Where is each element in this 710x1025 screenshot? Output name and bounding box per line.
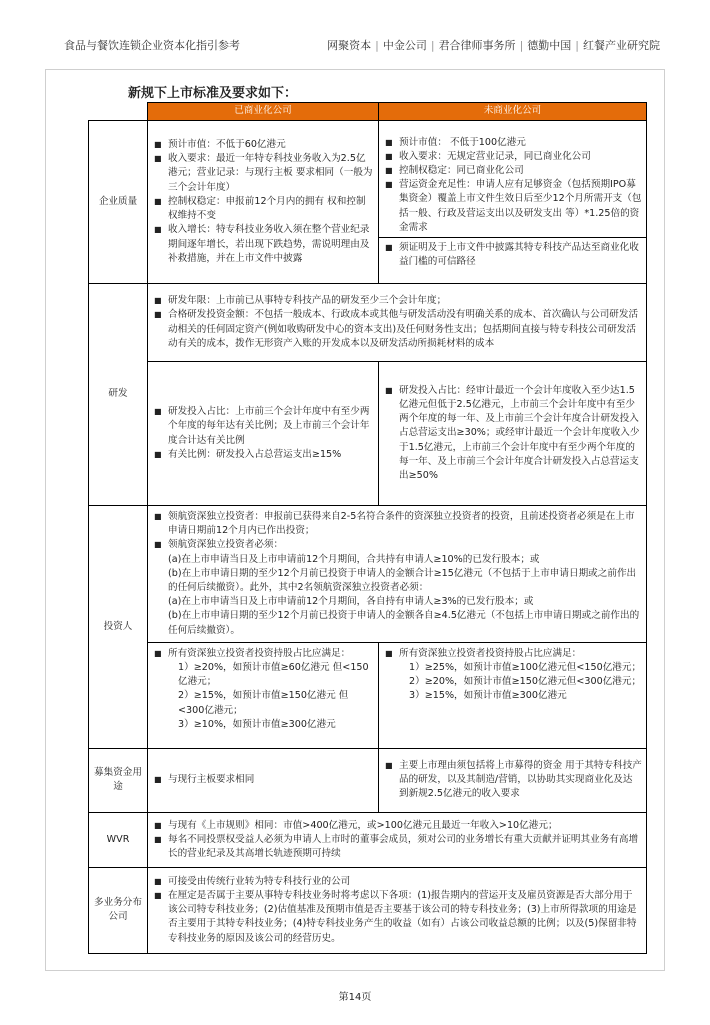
list-item: ■ 收入增长：特专科技业务收入须在整个营业纪录期间逐年增长，若出现下跌趋势，需说明理由及补救措施，并在上市文件中披露 — [152, 223, 374, 266]
multi-business-cell — [148, 867, 647, 953]
publisher: 红餐产业研究院 — [583, 39, 660, 52]
list-item: ■ 研发投入占比：经审计最近一个会计年度收入至少达1.5亿港元但低于2.5亿港元，上市前三个会计年度中有至少两个年度的每一年、及上市前三个会计年度合计研发投入占总营运支出≥30%；或经审计最近一个会计年度收入少于1.5亿港元，上市前三个会计年度中有至少两个年度的每一年、及上市前三个会计年度合计研发投入占总营运支出≥50% — [383, 384, 642, 483]
publisher-list: 网聚资本 | 中金公司 | 君合律师事务所 | 德勤中国 | 红餐产业研究院 — [327, 39, 660, 52]
list-subitem: 1）≥20%，如预计市值≥60亿港元 但<150亿港元； — [178, 662, 369, 688]
list-item: ■ 有关比例：研发投入占总营运支出≥15% — [152, 448, 374, 462]
list-subitem: (a)在上市申请当日及上市申请前12个月期间，合共持有申请人≥10%的已发行股本；或 — [168, 553, 540, 565]
list-subitem: (a)在上市申请当日及上市申请前12个月期间，各自持有申请人≥3%的已发行股本；或 — [168, 596, 534, 608]
row-label-wvr: WVR — [89, 812, 148, 867]
list-item: ■ 收入要求：最近一年特专科技业务收入为2.5亿港元；营业记录：与现行主板 要求相同（一般为三个会计年度） — [152, 152, 374, 195]
row-investors-split — [89, 642, 647, 748]
row-multi-business — [89, 867, 647, 953]
list-subitem: (b)在上市申请日期的至少12个月前已投资于申请人的金额合计≥15亿港元（不包括于上市申请日期或之前作出的任何后续撤资）。此外，其中2名领航资深独立投资者必须： — [168, 567, 637, 594]
list-item: ■ 与现行主板要求相同 — [152, 773, 374, 787]
list-item: ■ 收入要求：无规定营业记录，同已商业化公司 — [383, 150, 642, 164]
list-subitem: 1）≥25%，如预计市值≥100亿港元但<150亿港元； — [409, 662, 642, 674]
list-item: ■ 研发投入占比：上市前三个会计年度中有至少两个年度的每年达有关比例；及上市前三个会计年度合计达有关比例 — [152, 405, 374, 448]
investors-shared-cell — [148, 506, 647, 643]
list-subitem: 3）≥15%，如预计市值≥300亿港元 — [409, 690, 567, 702]
publisher: 德勤中国 — [527, 39, 572, 52]
row-label-quality: 企业质量 — [89, 121, 148, 284]
publisher: 中金公司 — [382, 39, 427, 52]
row-label-funds: 募集资金用途 — [89, 748, 148, 812]
page-header — [0, 0, 710, 62]
header-corner — [89, 103, 148, 121]
quality-right-bottom — [379, 238, 646, 272]
funds-non-commercialized-cell — [379, 748, 647, 812]
publisher: 君合律师事务所 — [438, 39, 516, 52]
rnd-shared-cell — [148, 284, 647, 362]
list-item: ■ 所有资深独立投资者投资持股占比应满足： — [152, 647, 374, 661]
wvr-cell — [148, 812, 647, 867]
row-rnd-split — [89, 362, 647, 506]
list-item: ■ 营运资金充足性：申请人应有足够资金（包括预期IPO募集资金）覆盖上市文件生效日后至少12个月所需开支（包括一般、行政及营运支出以及研发支出 等）*1.25倍的资金需求 — [383, 178, 642, 235]
list-item: ■ 领航资深独立投资者：申报前已获得来自2-5名符合条件的资深独立投资者的投资，且前述投资者必须是在上市申请日期前12个月内已作出投资； — [152, 510, 642, 538]
rnd-non-commercialized-cell — [379, 362, 647, 506]
row-wvr — [89, 812, 647, 867]
list-item: ■ 每名不同投票权受益人必须为申请人上市时的董事会成员，须对公司的业务增长有重大贡献并证明其业务有高增长的营业纪录及其高增长轨迹预期可持续 — [152, 833, 642, 861]
listing-requirements-table — [88, 102, 647, 954]
list-item: ■ 主要上市理由须包括将上市募得的资金 用于其特专科技产品的研发，以及其制造/营销，以协助其实现商业化及达到新规2.5亿港元的收入要求 — [383, 759, 642, 802]
list-item: ■ 在厘定是否属于主要从事特专科技业务时将考虑以下各项：(1)报告期内的营运开支及雇员资源是否大部分用于该公司特专科技业务；(2)估值基准及预期市值是否主要基于该公司的特专科技业务；(3)上市所得款项的用途是否主要用于其特专科技业务；(4)特专科技业务产生的收益（如有）占该公司收益总额的比例；以及(5)保留非特专科技业务的原因及该公司的经营历史。 — [152, 889, 642, 946]
list-item: ■ 合格研发投资金额：不包括一般成本、行政成本或其他与研发活动没有明确关系的成本、首次确认与公司研发活动相关的任何固定资产(例如收购研发中心的资本支出)及任何财务性支出；包括期间直接与特专科技公司研发活动有关的成本，拨作无形资产入账的开发成本以及研发活动所损耗材料的成本 — [152, 308, 642, 351]
list-item: ■ 控制权稳定：申报前12个月内的拥有 权和控制权维持不变 — [152, 195, 374, 223]
investors-commercialized-cell — [148, 642, 379, 748]
list-item: ■ 领航资深独立投资者必须： — [152, 538, 642, 552]
quality-non-commercialized-cell — [379, 121, 647, 284]
row-label-investors: 投资人 — [89, 506, 148, 749]
list-item: ■ 须证明及于上市文件中披露其特专科技产品达至商业化收益门槛的可信路径 — [383, 241, 642, 269]
list-item: ■ 研发年限：上市前已从事特专科技产品的研发至少三个会计年度； — [152, 294, 642, 308]
list-item: ■ 可接受由传统行业转为特专科技行业的公司 — [152, 875, 642, 889]
investors-non-commercialized-cell — [379, 642, 647, 748]
list-subitem: 2）≥20%，如预计市值≥150亿港元但<300亿港元； — [409, 676, 642, 688]
list-subitem: 2）≥15%，如预计市值≥150亿港元 但<300亿港元； — [178, 690, 349, 716]
row-label-rnd: 研发 — [89, 284, 148, 506]
row-label-multi-business: 多业务分布公司 — [89, 867, 148, 953]
intro-heading: 新规下上市标准及要求如下： — [128, 86, 298, 101]
funds-commercialized-cell — [148, 748, 379, 812]
quality-right-top — [379, 132, 646, 238]
list-item: ■ 预计市值： 不低于100亿港元 — [383, 136, 642, 150]
list-item: ■ 控制权稳定：同已商业化公司 — [383, 164, 642, 178]
col-header-non-commercialized: 未商业化公司 — [379, 103, 647, 121]
list-subitem: (b)在上市申请日期的至少12个月前已投资于申请人的金额各自≥4.5亿港元（不包括上市申请日期或之前作出的任何后续撤资）。 — [168, 610, 640, 636]
list-item: ■ 所有资深独立投资者投资持股占比应满足： — [383, 647, 642, 661]
rnd-commercialized-cell — [148, 362, 379, 506]
row-funds — [89, 748, 647, 812]
publisher: 网聚资本 — [327, 39, 372, 52]
row-quality — [89, 121, 647, 284]
page-number: 第14页 — [338, 992, 372, 1003]
col-header-commercialized: 已商业化公司 — [148, 103, 379, 121]
doc-title: 食品与餐饮连锁企业资本化指引参考 — [64, 39, 240, 52]
row-investors-shared — [89, 506, 647, 643]
row-rnd-shared — [89, 284, 647, 362]
list-item: ■ 预计市值：不低于60亿港元 — [152, 138, 374, 152]
list-subitem: 3）≥10%，如预计市值≥300亿港元 — [178, 718, 336, 730]
quality-commercialized-cell — [148, 121, 379, 284]
list-item: ■ 与现有《上市规则》相同：市值>400亿港元，或>100亿港元且最近一年收入>10亿港元； — [152, 819, 642, 833]
table-header-row — [89, 103, 647, 121]
